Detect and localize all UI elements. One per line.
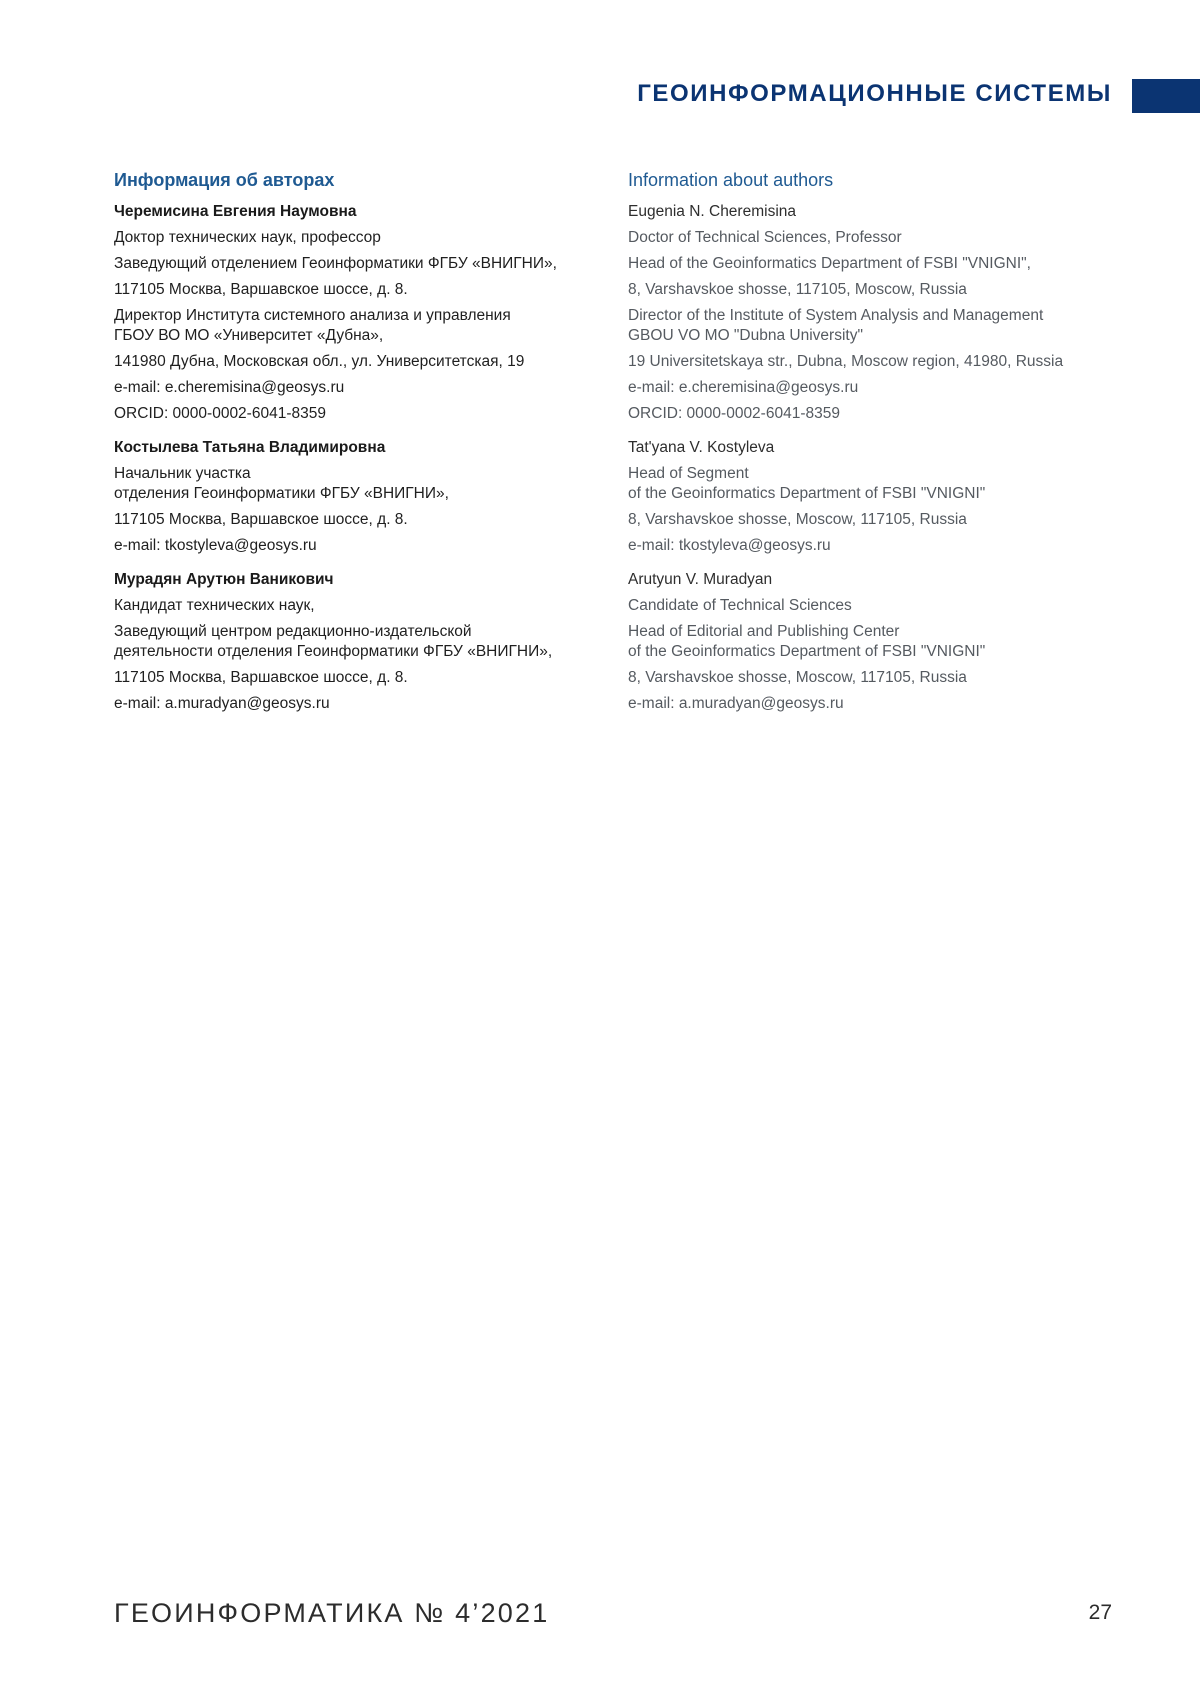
author-detail-line — [114, 306, 604, 346]
author-detail-line — [628, 536, 1098, 556]
section-accent-bar — [1132, 79, 1200, 113]
author-block — [628, 202, 1098, 424]
author-detail-text: Доктор технических наук, профессор — [114, 229, 381, 246]
section-title: ГЕОИНФОРМАЦИОННЫЕ СИСТЕМЫ — [637, 80, 1112, 107]
author-detail-text: e-mail: a.muradyan@geosys.ru — [114, 695, 330, 712]
author-detail-line — [628, 464, 1098, 504]
author-detail-line — [628, 694, 1098, 714]
author-detail-text: Директор Института системного анализа и управления — [114, 307, 511, 324]
author-detail-line — [114, 404, 604, 424]
author-detail-text: ORCID: 0000-0002-6041-8359 — [628, 405, 840, 422]
journal-title: ГЕОИНФОРМАТИКА № 4’2021 — [114, 1598, 550, 1628]
author-detail-line — [114, 596, 604, 616]
page-number: 27 — [1088, 1601, 1112, 1624]
author-detail-line — [114, 378, 604, 398]
author-detail-text: 19 Universitetskaya str., Dubna, Moscow region, 41980, Russia — [628, 353, 1064, 370]
author-block — [628, 570, 1098, 714]
author-detail-text: of the Geoinformatics Department of FSBI "VNIGNI" — [628, 643, 986, 660]
author-block — [114, 202, 604, 424]
author-detail-line — [114, 464, 604, 504]
author-detail-line — [114, 694, 604, 714]
authors-list-en — [628, 202, 1098, 714]
author-name: Arutyun V. Muradyan — [628, 571, 773, 588]
author-detail-line — [114, 668, 604, 688]
author-detail-text: Head of Segment — [628, 465, 749, 482]
author-detail-text: Doctor of Technical Sciences, Professor — [628, 229, 902, 246]
author-detail-text: GBOU VO MO "Dubna University" — [628, 327, 863, 344]
author-detail-text: 141980 Дубна, Московская обл., ул. Университетская, 19 — [114, 353, 525, 370]
author-detail-line — [628, 228, 1098, 248]
author-detail-line — [114, 228, 604, 248]
author-detail-text: e-mail: tkostyleva@geosys.ru — [114, 537, 317, 554]
author-detail-text: 117105 Москва, Варшавское шоссе, д. 8. — [114, 281, 408, 298]
authors-heading-en: Information about authors — [628, 170, 834, 190]
author-name: Eugenia N. Cheremisina — [628, 203, 797, 220]
author-detail-text: Заведующий отделением Геоинформатики ФГБУ «ВНИГНИ», — [114, 255, 557, 272]
author-block — [114, 438, 604, 556]
author-detail-text: Заведующий центром редакционно-издательской — [114, 623, 472, 640]
author-detail-text: 8, Varshavskoe shosse, 117105, Moscow, Russia — [628, 281, 967, 298]
author-detail-text: 117105 Москва, Варшавское шоссе, д. 8. — [114, 511, 408, 528]
author-detail-line — [628, 254, 1098, 274]
authors-list-ru — [114, 202, 604, 714]
author-detail-text: 8, Varshavskoe shosse, Moscow, 117105, Russia — [628, 511, 967, 528]
author-detail-text: Кандидат технических наук, — [114, 597, 315, 614]
author-detail-text: Candidate of Technical Sciences — [628, 597, 852, 614]
author-block — [628, 438, 1098, 556]
author-detail-line — [628, 510, 1098, 530]
author-detail-text: ГБОУ ВО МО «Университет «Дубна», — [114, 327, 384, 344]
author-detail-line — [628, 404, 1098, 424]
author-detail-text: of the Geoinformatics Department of FSBI "VNIGNI" — [628, 485, 986, 502]
author-detail-line — [114, 254, 604, 274]
authors-column-en — [628, 170, 1098, 728]
author-detail-line — [114, 622, 604, 662]
author-detail-line — [628, 668, 1098, 688]
author-detail-line — [114, 510, 604, 530]
author-detail-text: 117105 Москва, Варшавское шоссе, д. 8. — [114, 669, 408, 686]
author-detail-text: отделения Геоинформатики ФГБУ «ВНИГНИ», — [114, 485, 449, 502]
author-detail-text: e-mail: e.cheremisina@geosys.ru — [628, 379, 859, 396]
authors-column-ru — [114, 170, 604, 728]
author-detail-text: Начальник участка — [114, 465, 251, 482]
author-detail-text: e-mail: tkostyleva@geosys.ru — [628, 537, 831, 554]
author-detail-line — [114, 536, 604, 556]
author-detail-line — [628, 352, 1098, 372]
author-name: Черемисина Евгения Наумовна — [114, 203, 357, 220]
author-detail-line — [628, 306, 1098, 346]
author-name: Костылева Татьяна Владимировна — [114, 439, 386, 456]
author-detail-text: 8, Varshavskoe shosse, Moscow, 117105, Russia — [628, 669, 967, 686]
author-detail-text: Director of the Institute of System Analysis and Management — [628, 307, 1044, 324]
author-detail-line — [628, 596, 1098, 616]
author-detail-text: e-mail: a.muradyan@geosys.ru — [628, 695, 844, 712]
author-name: Мурадян Арутюн Ваникович — [114, 571, 334, 588]
author-name: Tat'yana V. Kostyleva — [628, 439, 775, 456]
author-detail-text: Head of the Geoinformatics Department of FSBI "VNIGNI", — [628, 255, 1031, 272]
author-detail-line — [628, 378, 1098, 398]
author-detail-line — [114, 352, 604, 372]
author-block — [114, 570, 604, 714]
author-detail-text: Head of Editorial and Publishing Center — [628, 623, 900, 640]
author-detail-line — [628, 622, 1098, 662]
author-detail-text: e-mail: e.cheremisina@geosys.ru — [114, 379, 345, 396]
author-detail-line — [628, 280, 1098, 300]
author-detail-text: деятельности отделения Геоинформатики ФГБУ «ВНИГНИ», — [114, 643, 553, 660]
author-detail-text: ORCID: 0000-0002-6041-8359 — [114, 405, 326, 422]
author-detail-line — [114, 280, 604, 300]
authors-heading-ru: Информация об авторах — [114, 170, 335, 190]
